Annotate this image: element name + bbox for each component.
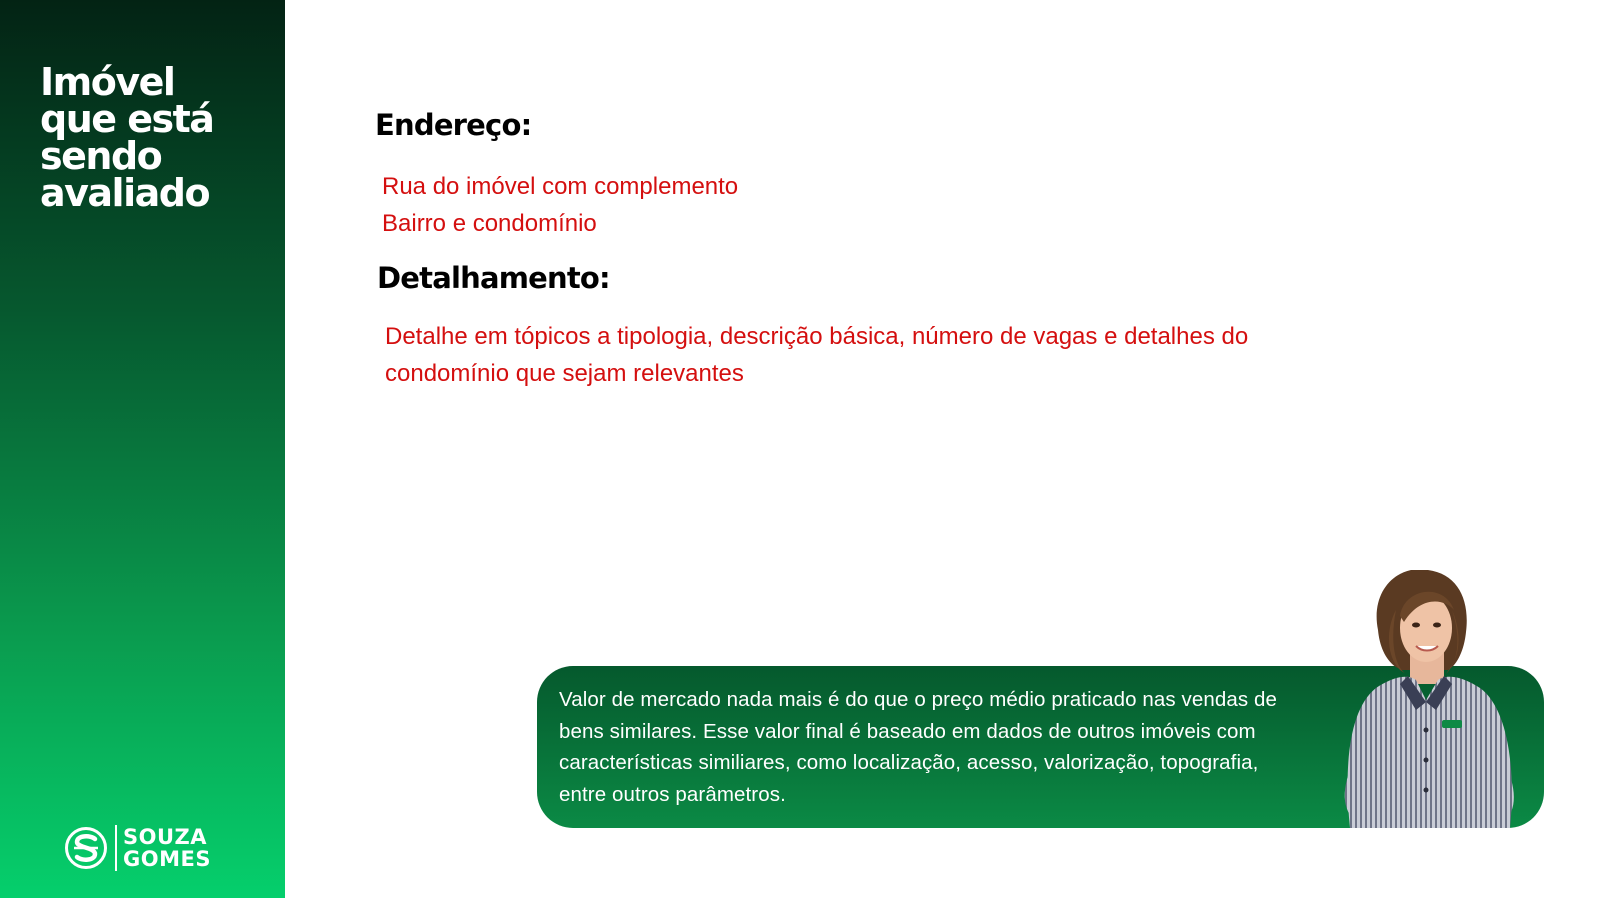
info-line: Valor de mercado nada mais é do que o preço médio praticado nas vendas de [559, 688, 1278, 711]
info-line: bens similares. Esse valor final é baseado em dados de outros imóveis com [559, 719, 1256, 743]
logo-divider [115, 825, 117, 871]
address-line: Bairro e condomínio [382, 210, 597, 237]
sidebar-title-line: avaliado [40, 171, 210, 215]
info-line: entre outros parâmetros. [559, 782, 786, 806]
sidebar-title [40, 60, 270, 215]
sidebar-title-line: Imóvel [40, 60, 175, 104]
souza-gomes-s-logo-icon [64, 826, 108, 870]
details-line: condomínio que sejam relevantes [385, 360, 744, 387]
sidebar [0, 0, 285, 898]
address-line: Rua do imóvel com complemento [382, 173, 739, 200]
info-box-text [559, 684, 1334, 810]
logo-line: GOMES [123, 847, 211, 871]
logo-wordmark [123, 826, 211, 870]
details-line: Detalhe em tópicos a tipologia, descrição básica, número de vagas e detalhes do [385, 323, 1249, 350]
address-heading: Endereço: [375, 108, 532, 142]
sidebar-title-line: sendo [40, 134, 162, 178]
logo-line: SOUZA [123, 825, 208, 849]
address-text [382, 168, 738, 242]
sidebar-title-line: que está [40, 97, 214, 141]
brand-logo [64, 824, 211, 872]
details-heading: Detalhamento: [377, 261, 610, 295]
assistant-avatar [1320, 570, 1540, 828]
info-line: características similiares, como localização, acesso, valorização, topografia, [559, 751, 1259, 774]
details-text [385, 318, 1248, 392]
